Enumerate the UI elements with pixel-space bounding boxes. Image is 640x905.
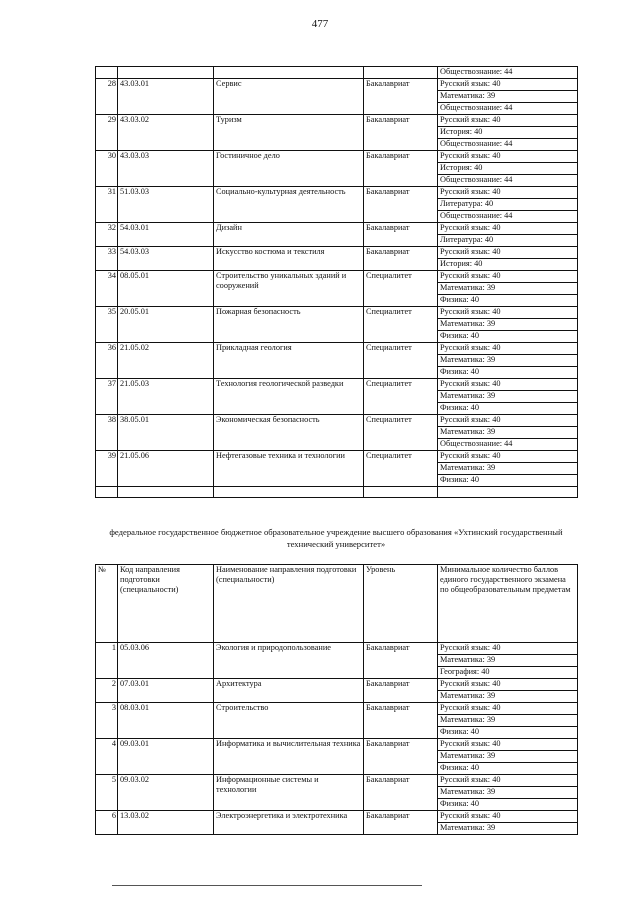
row-level: Бакалавриат xyxy=(364,703,438,739)
exam-score: Физика: 40 xyxy=(438,726,577,738)
row-code: 21.05.03 xyxy=(118,379,214,415)
exam-score: Русский язык: 40 xyxy=(440,151,501,160)
exam-score: История: 40 xyxy=(438,126,577,138)
row-number: 6 xyxy=(96,811,118,835)
row-code: 43.03.02 xyxy=(118,115,214,151)
row-number: 28 xyxy=(96,79,118,115)
row-level: Бакалавриат xyxy=(364,187,438,223)
exam-score: Физика: 40 xyxy=(438,798,577,810)
row-number: 29 xyxy=(96,115,118,151)
exam-score: Математика: 39 xyxy=(438,426,577,438)
exam-score: Обществознание: 44 xyxy=(438,138,577,150)
row-number: 33 xyxy=(96,247,118,271)
row-exams xyxy=(438,643,578,679)
row-number: 30 xyxy=(96,151,118,187)
row-code: 38.05.01 xyxy=(118,415,214,451)
exam-score: Физика: 40 xyxy=(438,474,577,486)
exam-score: Русский язык: 40 xyxy=(440,307,501,316)
exam-score: Математика: 39 xyxy=(438,750,577,762)
row-name: Прикладная геология xyxy=(214,343,364,379)
table-row xyxy=(96,343,578,379)
exam-score: Обществознание: 44 xyxy=(440,67,513,76)
exam-score: Русский язык: 40 xyxy=(440,451,501,460)
exam-score: Математика: 39 xyxy=(438,318,577,330)
table-row xyxy=(96,187,578,223)
row-exams xyxy=(438,451,578,487)
row-exams xyxy=(438,415,578,451)
row-exams xyxy=(438,811,578,835)
row-level: Бакалавриат xyxy=(364,115,438,151)
exam-score: Русский язык: 40 xyxy=(440,187,501,196)
row-number: 2 xyxy=(96,679,118,703)
row-code: 51.03.03 xyxy=(118,187,214,223)
row-number: 32 xyxy=(96,223,118,247)
row-name: Информационные системы и технологии xyxy=(214,775,364,811)
exam-score: Русский язык: 40 xyxy=(440,643,501,652)
row-name: Экономическая безопасность xyxy=(214,415,364,451)
table-row xyxy=(96,151,578,187)
row-number: 34 xyxy=(96,271,118,307)
row-code: 21.05.02 xyxy=(118,343,214,379)
row-level: Бакалавриат xyxy=(364,643,438,679)
exam-score: Русский язык: 40 xyxy=(440,775,501,784)
row-code: 20.05.01 xyxy=(118,307,214,343)
empty-cell xyxy=(96,487,118,498)
exam-score: Русский язык: 40 xyxy=(440,223,501,232)
exam-score: Обществознание: 44 xyxy=(438,210,577,222)
row-code: 05.03.06 xyxy=(118,643,214,679)
exam-score: Русский язык: 40 xyxy=(440,679,501,688)
row-number: 36 xyxy=(96,343,118,379)
header-name: Наименование направления подготовки (специальности) xyxy=(214,565,364,643)
table-row xyxy=(96,115,578,151)
row-exams xyxy=(438,343,578,379)
row-number: 35 xyxy=(96,307,118,343)
row-exams xyxy=(438,187,578,223)
row-name: Электроэнергетика и электротехника xyxy=(214,811,364,835)
row-exams xyxy=(438,379,578,415)
row-level: Бакалавриат xyxy=(364,151,438,187)
row-code: 08.05.01 xyxy=(118,271,214,307)
exam-score: Математика: 39 xyxy=(438,282,577,294)
university-caption: федеральное государственное бюджетное образовательное учреждение высшего образования «Ухтинский государственный технический университет» xyxy=(109,527,563,549)
row-level: Специалитет xyxy=(364,379,438,415)
table-row xyxy=(96,271,578,307)
exam-score: Русский язык: 40 xyxy=(440,343,501,352)
row-level: Бакалавриат xyxy=(364,223,438,247)
row-name: Сервис xyxy=(214,79,364,115)
row-number: 1 xyxy=(96,643,118,679)
table-row xyxy=(96,775,578,811)
row-level: Специалитет xyxy=(364,451,438,487)
exam-score: Математика: 39 xyxy=(438,654,577,666)
row-code: 09.03.01 xyxy=(118,739,214,775)
exam-score: Математика: 39 xyxy=(438,90,577,102)
exam-score: Математика: 39 xyxy=(438,690,577,702)
row-exams xyxy=(438,115,578,151)
row-name: Информатика и вычислительная техника xyxy=(214,739,364,775)
top-table xyxy=(95,66,578,498)
row-level: Специалитет xyxy=(364,271,438,307)
empty-row xyxy=(96,487,578,498)
bottom-table xyxy=(95,564,578,835)
row-name: Нефтегазовые техника и технологии xyxy=(214,451,364,487)
exam-score: География: 40 xyxy=(438,666,577,678)
exam-score: Математика: 39 xyxy=(438,354,577,366)
table-row xyxy=(96,679,578,703)
empty-cell xyxy=(214,487,364,498)
exam-score: История: 40 xyxy=(438,258,577,270)
row-exams xyxy=(438,67,578,79)
row-name xyxy=(214,67,364,79)
row-exams xyxy=(438,775,578,811)
table-row xyxy=(96,415,578,451)
row-level: Специалитет xyxy=(364,307,438,343)
exam-score: Русский язык: 40 xyxy=(440,79,501,88)
row-code: 43.03.03 xyxy=(118,151,214,187)
empty-cell xyxy=(438,487,578,498)
exam-score: Математика: 39 xyxy=(438,822,577,834)
row-exams xyxy=(438,703,578,739)
row-number: 5 xyxy=(96,775,118,811)
exam-score: Физика: 40 xyxy=(438,294,577,306)
exam-score: Физика: 40 xyxy=(438,402,577,414)
table-row xyxy=(96,379,578,415)
table-row xyxy=(96,67,578,79)
row-level: Бакалавриат xyxy=(364,679,438,703)
table-row xyxy=(96,643,578,679)
row-number: 37 xyxy=(96,379,118,415)
exam-score: Русский язык: 40 xyxy=(440,415,501,424)
exam-score: Обществознание: 44 xyxy=(438,174,577,186)
exam-score: Русский язык: 40 xyxy=(440,115,501,124)
empty-cell xyxy=(118,487,214,498)
exam-score: Литература: 40 xyxy=(438,198,577,210)
exam-score: История: 40 xyxy=(438,162,577,174)
row-code: 54.03.01 xyxy=(118,223,214,247)
row-level: Бакалавриат xyxy=(364,79,438,115)
exam-score: Физика: 40 xyxy=(438,762,577,774)
row-name: Дизайн xyxy=(214,223,364,247)
row-exams xyxy=(438,151,578,187)
row-number: 31 xyxy=(96,187,118,223)
row-code: 43.03.01 xyxy=(118,79,214,115)
row-number: 38 xyxy=(96,415,118,451)
table-row xyxy=(96,307,578,343)
header-exams: Минимальное количество баллов единого государственного экзамена по общеобразовательным предметам xyxy=(438,565,578,643)
header-row xyxy=(96,565,578,643)
row-name: Социально-культурная деятельность xyxy=(214,187,364,223)
row-exams xyxy=(438,307,578,343)
row-code: 21.05.06 xyxy=(118,451,214,487)
table-row xyxy=(96,79,578,115)
row-level: Специалитет xyxy=(364,343,438,379)
row-level: Бакалавриат xyxy=(364,247,438,271)
exam-score: Обществознание: 44 xyxy=(438,438,577,450)
exam-score: Русский язык: 40 xyxy=(440,739,501,748)
row-name: Строительство уникальных зданий и сооружений xyxy=(214,271,364,307)
header-code: Код направления подготовки (специальности) xyxy=(118,565,214,643)
exam-score: Русский язык: 40 xyxy=(440,247,501,256)
row-exams xyxy=(438,247,578,271)
row-number xyxy=(96,67,118,79)
exam-score: Математика: 39 xyxy=(438,786,577,798)
page-footer-rule xyxy=(112,885,422,886)
row-code: 08.03.01 xyxy=(118,703,214,739)
exam-score: Физика: 40 xyxy=(438,330,577,342)
exam-score: Физика: 40 xyxy=(438,366,577,378)
exam-score: Математика: 39 xyxy=(438,462,577,474)
exam-score: Обществознание: 44 xyxy=(438,102,577,114)
table-row xyxy=(96,247,578,271)
table-row xyxy=(96,451,578,487)
row-code xyxy=(118,67,214,79)
exam-score: Русский язык: 40 xyxy=(440,271,501,280)
row-name: Архитектура xyxy=(214,679,364,703)
header-num: № xyxy=(96,565,118,643)
row-exams xyxy=(438,679,578,703)
exam-score: Русский язык: 40 xyxy=(440,703,501,712)
row-exams xyxy=(438,79,578,115)
page-number: 477 xyxy=(311,18,329,30)
row-name: Технология геологической разведки xyxy=(214,379,364,415)
table-row xyxy=(96,703,578,739)
table-row xyxy=(96,739,578,775)
exam-score: Русский язык: 40 xyxy=(440,811,501,820)
row-name: Экология и природопользование xyxy=(214,643,364,679)
row-number: 3 xyxy=(96,703,118,739)
row-code: 07.03.01 xyxy=(118,679,214,703)
row-number: 4 xyxy=(96,739,118,775)
row-level: Бакалавриат xyxy=(364,739,438,775)
row-code: 13.03.02 xyxy=(118,811,214,835)
exam-score: Математика: 39 xyxy=(438,714,577,726)
row-number: 39 xyxy=(96,451,118,487)
row-level xyxy=(364,67,438,79)
row-exams xyxy=(438,271,578,307)
row-name: Пожарная безопасность xyxy=(214,307,364,343)
row-level: Бакалавриат xyxy=(364,811,438,835)
table-row xyxy=(96,811,578,835)
row-name: Туризм xyxy=(214,115,364,151)
row-exams xyxy=(438,223,578,247)
row-code: 54.03.03 xyxy=(118,247,214,271)
row-level: Бакалавриат xyxy=(364,775,438,811)
exam-score: Математика: 39 xyxy=(438,390,577,402)
row-code: 09.03.02 xyxy=(118,775,214,811)
table-row xyxy=(96,223,578,247)
row-name: Искусство костюма и текстиля xyxy=(214,247,364,271)
row-level: Специалитет xyxy=(364,415,438,451)
exam-score: Литература: 40 xyxy=(438,234,577,246)
empty-cell xyxy=(364,487,438,498)
exam-score: Русский язык: 40 xyxy=(440,379,501,388)
row-name: Строительство xyxy=(214,703,364,739)
header-level: Уровень xyxy=(364,565,438,643)
row-name: Гостиничное дело xyxy=(214,151,364,187)
row-exams xyxy=(438,739,578,775)
